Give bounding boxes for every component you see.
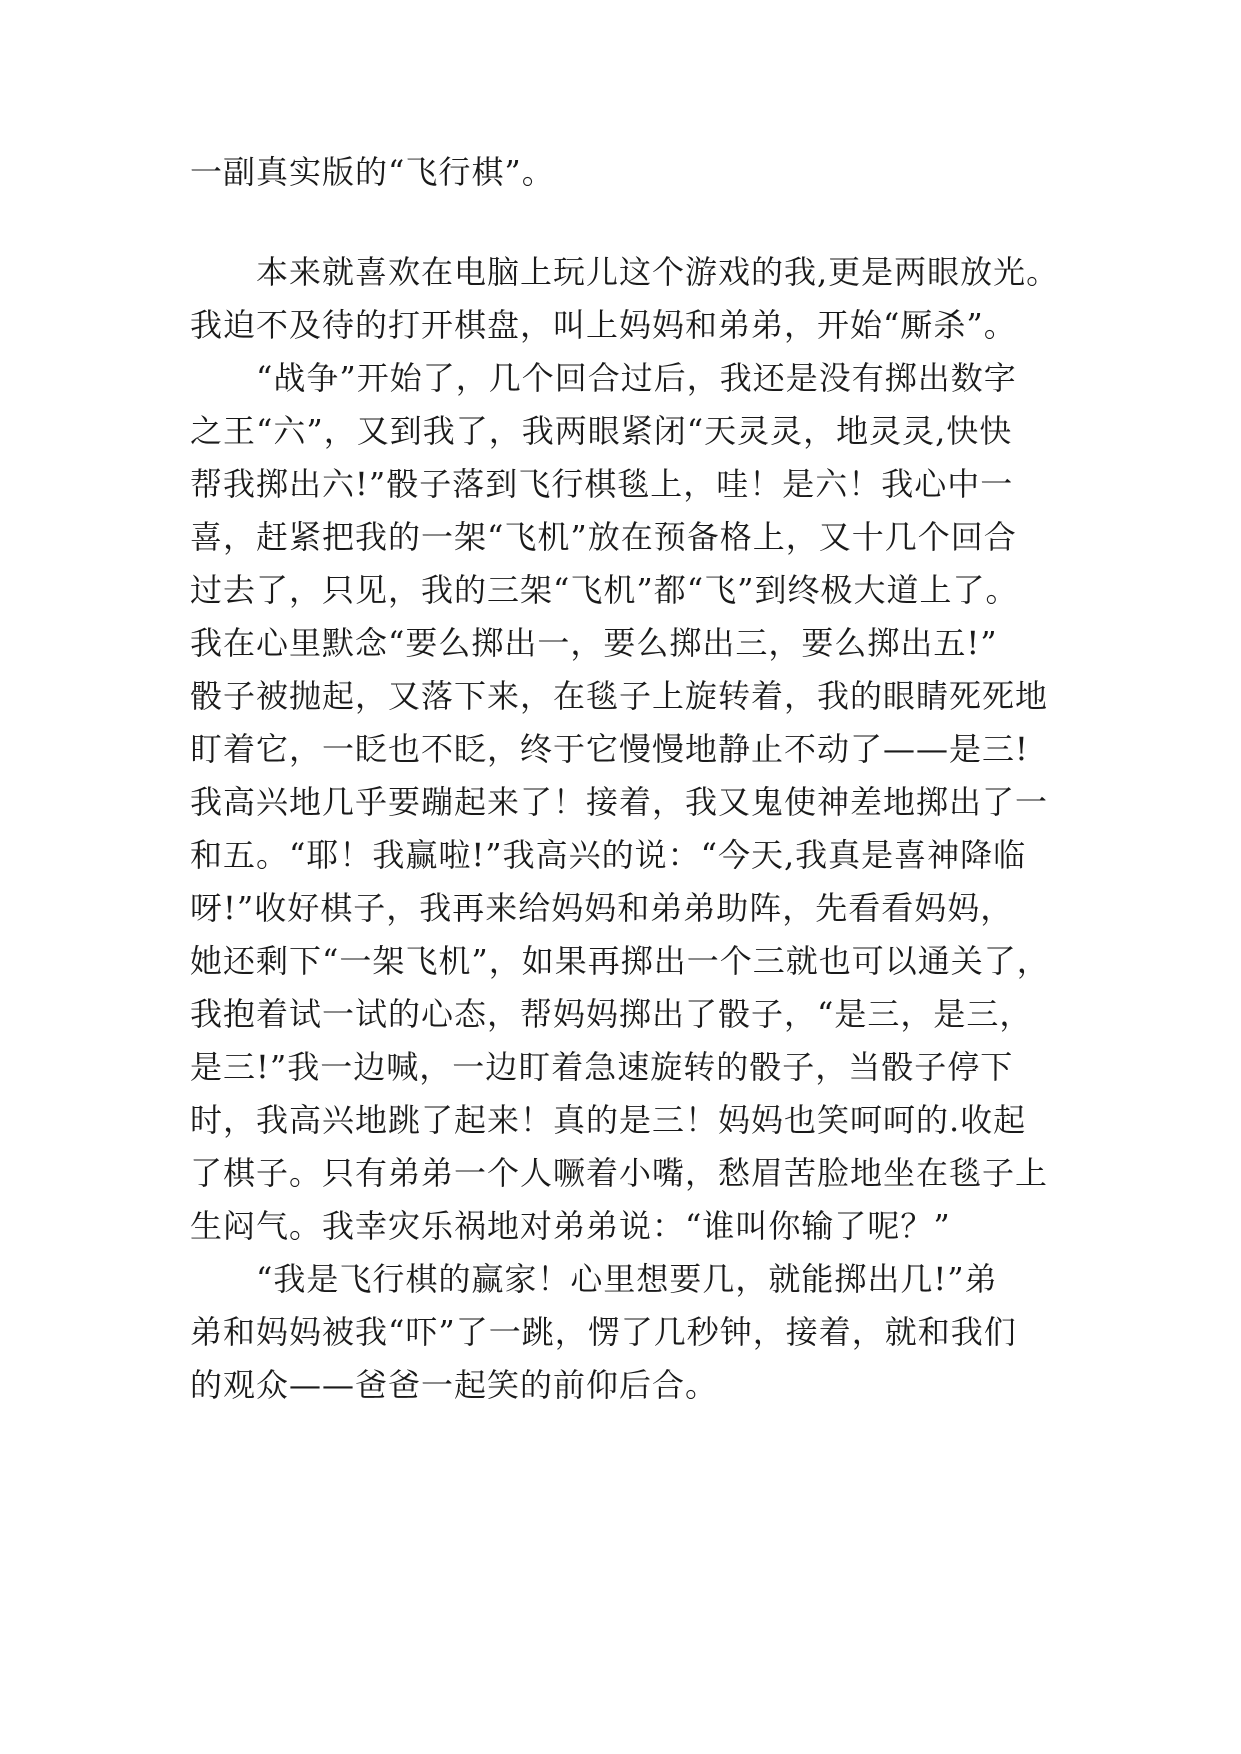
text-line-19: 了棋子。只有弟弟一个人噘着小嘴，愁眉苦脸地坐在毯子上 [190,1154,1049,1192]
text-line-7: 喜，赶紧把我的一架“飞机”放在预备格上，又十几个回合 [190,518,1017,556]
text-line-13: 和五。“耶！我赢啦!”我高兴的说：“今天,我真是喜神降临 [190,836,1027,874]
text-line-6: 帮我掷出六!”骰子落到飞行棋毯上，哇！是六！我心中一 [190,465,1014,503]
text-line-10: 骰子被抛起，又落下来，在毯子上旋转着，我的眼睛死死地 [190,677,1049,715]
text-line-14: 呀!”收好棋子，我再来给妈妈和弟弟助阵，先看看妈妈， [190,889,1014,927]
text-line-8: 过去了，只见，我的三架“飞机”都“飞”到终极大道上了。 [190,571,1019,609]
paragraph-start-line: “战争”开始了，几个回合过后，我还是没有掷出数字 [256,359,1017,397]
text-line-15: 她还剩下“一架飞机”，如果再掷出一个三就也可以通关了， [190,942,1050,980]
text-line-23: 的观众——爸爸一起笑的前仰后合。 [190,1366,719,1404]
paragraph-start-line: 本来就喜欢在电脑上玩儿这个游戏的我,更是两眼放光。 [256,253,1060,291]
paragraph-start-line: “我是飞行棋的赢家！心里想要几，就能掷出几!”弟 [256,1260,998,1298]
text-line-9: 我在心里默念“要么掷出一，要么掷出三，要么掷出五!” [190,624,998,662]
text-line-22: 弟和妈妈被我“吓”了一跳，愣了几秒钟，接着，就和我们 [190,1313,1017,1351]
text-line-1: 一副真实版的“飞行棋”。 [190,153,555,191]
text-line-11: 盯着它，一眨也不眨，终于它慢慢地静止不动了——是三! [190,730,1029,768]
text-line-18: 时，我高兴地跳了起来！真的是三！妈妈也笑呵呵的.收起 [190,1101,1027,1139]
text-line-17: 是三!”我一边喊，一边盯着急速旋转的骰子，当骰子停下 [190,1048,1014,1086]
text-line-12: 我高兴地几乎要蹦起来了！接着，我又鬼使神差地掷出了一 [190,783,1049,821]
text-line-16: 我抱着试一试的心态，帮妈妈掷出了骰子，“是三，是三， [190,995,1033,1033]
text-line-3: 我迫不及待的打开棋盘，叫上妈妈和弟弟，开始“厮杀”。 [190,306,1017,344]
text-line-20: 生闷气。我幸灾乐祸地对弟弟说：“谁叫你输了呢？” [190,1207,951,1245]
text-line-5: 之王“六”，又到我了，我两眼紧闭“天灵灵，地灵灵,快快 [190,412,1013,450]
